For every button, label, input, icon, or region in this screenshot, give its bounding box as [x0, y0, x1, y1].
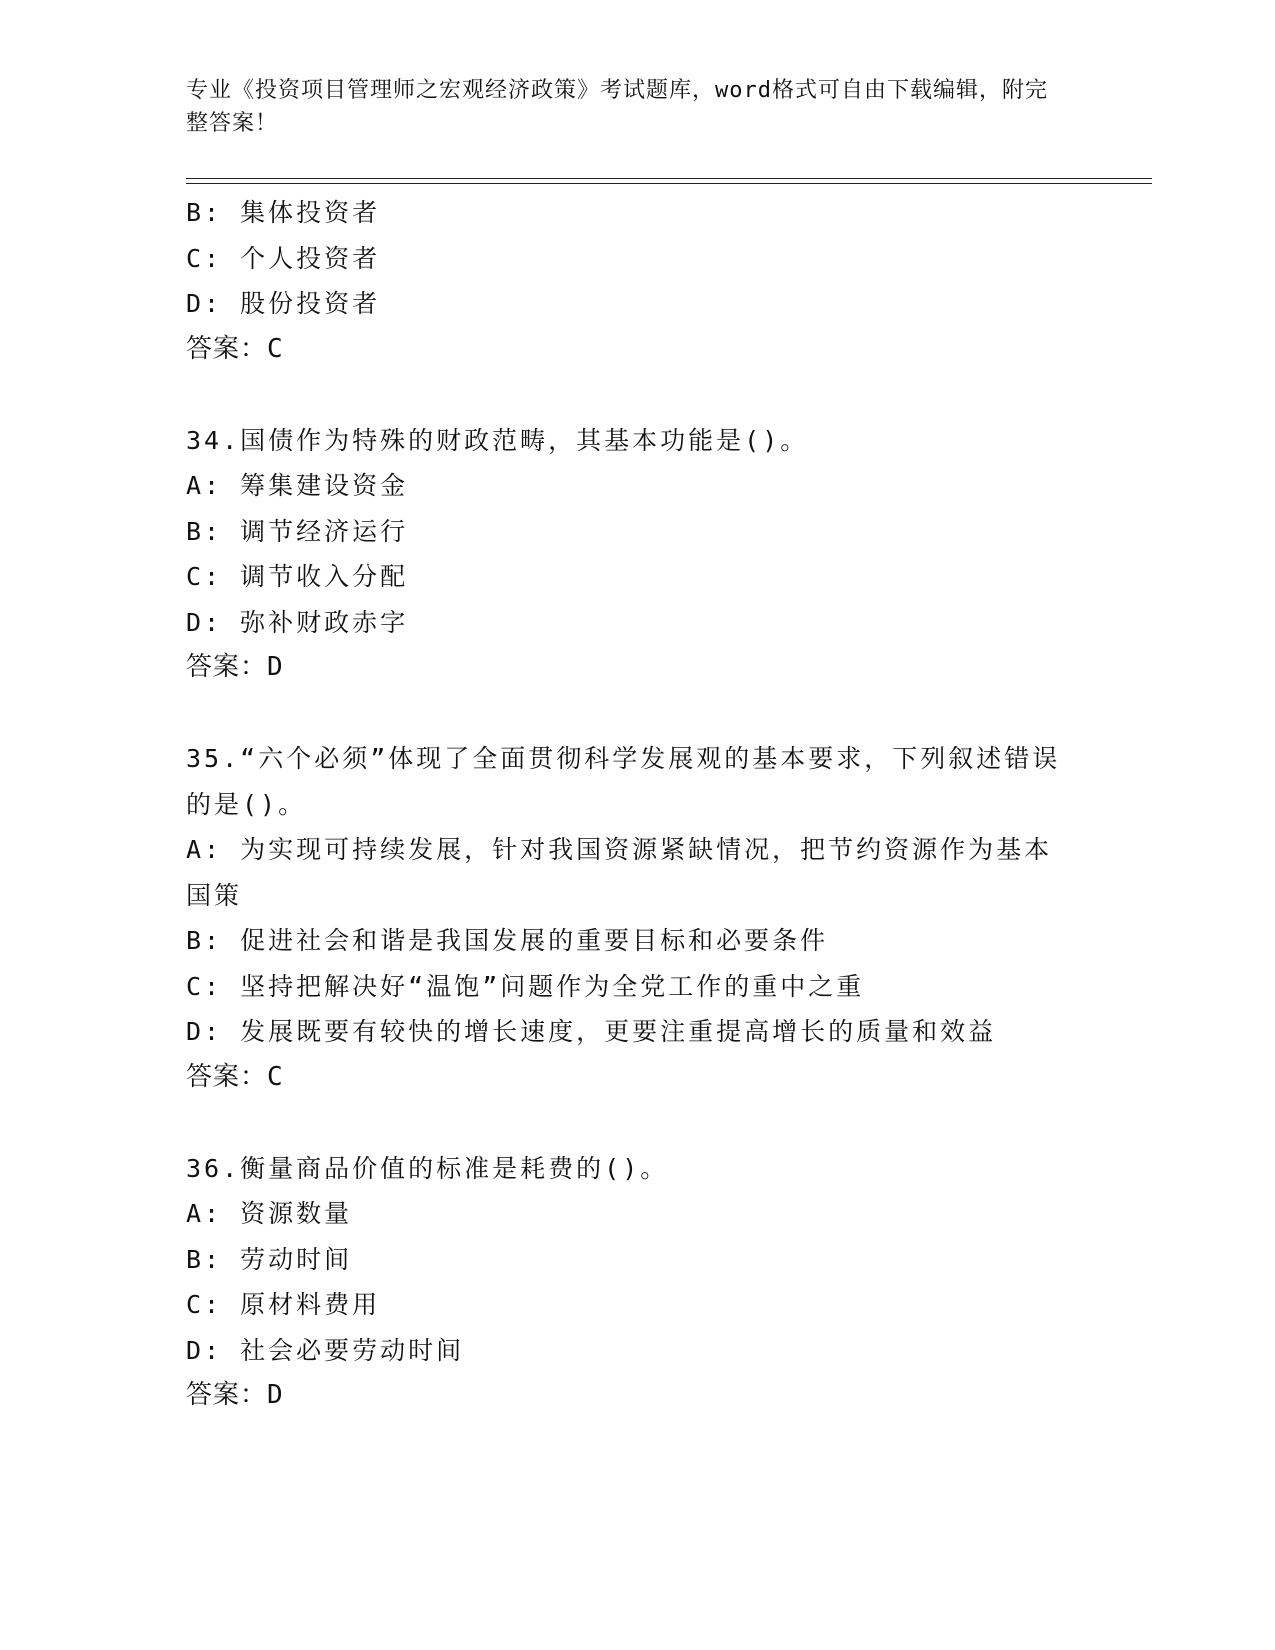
option-d: D: 弥补财政赤字: [186, 607, 409, 637]
option-c: C: 个人投资者: [186, 243, 381, 273]
option-b: B: 劳动时间: [186, 1244, 353, 1274]
document-header: 专业《投资项目管理师之宏观经济政策》考试题库，word格式可自由下载编辑，附完整答案！: [186, 78, 1048, 136]
option-a: A: 筹集建设资金: [186, 471, 409, 500]
answer-line: 答案：D: [186, 1380, 284, 1410]
option-c: C: 调节收入分配: [186, 562, 409, 591]
answer-line: 答案：C: [186, 1061, 284, 1092]
question-33-partial: [186, 190, 1086, 372]
option-b: B: 集体投资者: [186, 198, 381, 227]
option-c: C: 原材料费用: [186, 1290, 381, 1319]
question-stem: 36.衡量商品价值的标准是耗费的()。: [186, 1153, 669, 1183]
option-d: D: 社会必要劳动时间: [186, 1335, 465, 1365]
header-divider-bottom: [186, 183, 1152, 184]
spacer: [186, 1100, 1086, 1146]
option-d: D: 股份投资者: [186, 289, 381, 318]
option-d: D: 发展既要有较快的增长速度，更要注重提高增长的质量和效益: [186, 1017, 997, 1046]
answer-line: 答案：D: [186, 652, 284, 682]
question-35: [186, 736, 1086, 1100]
header-divider-top: [186, 178, 1152, 179]
question-list: [186, 190, 1086, 1419]
question-34: [186, 418, 1086, 691]
answer-line: 答案：C: [186, 333, 284, 364]
option-a: A: 资源数量: [186, 1199, 353, 1228]
option-a: A: 为实现可持续发展，针对我国资源紧缺情况，把节约资源作为基本国策: [186, 835, 1053, 910]
question-stem: 34.国债作为特殊的财政范畴，其基本功能是()。: [186, 425, 809, 455]
spacer: [186, 691, 1086, 737]
spacer: [186, 372, 1086, 418]
question-stem: 35.“六个必须”体现了全面贯彻科学发展观的基本要求，下列叙述错误的是()。: [186, 744, 1061, 819]
option-b: B: 促进社会和谐是我国发展的重要目标和必要条件: [186, 926, 829, 955]
option-c: C: 坚持把解决好“温饱”问题作为全党工作的重中之重: [186, 971, 865, 1001]
question-36: [186, 1146, 1086, 1419]
option-b: B: 调节经济运行: [186, 516, 409, 546]
